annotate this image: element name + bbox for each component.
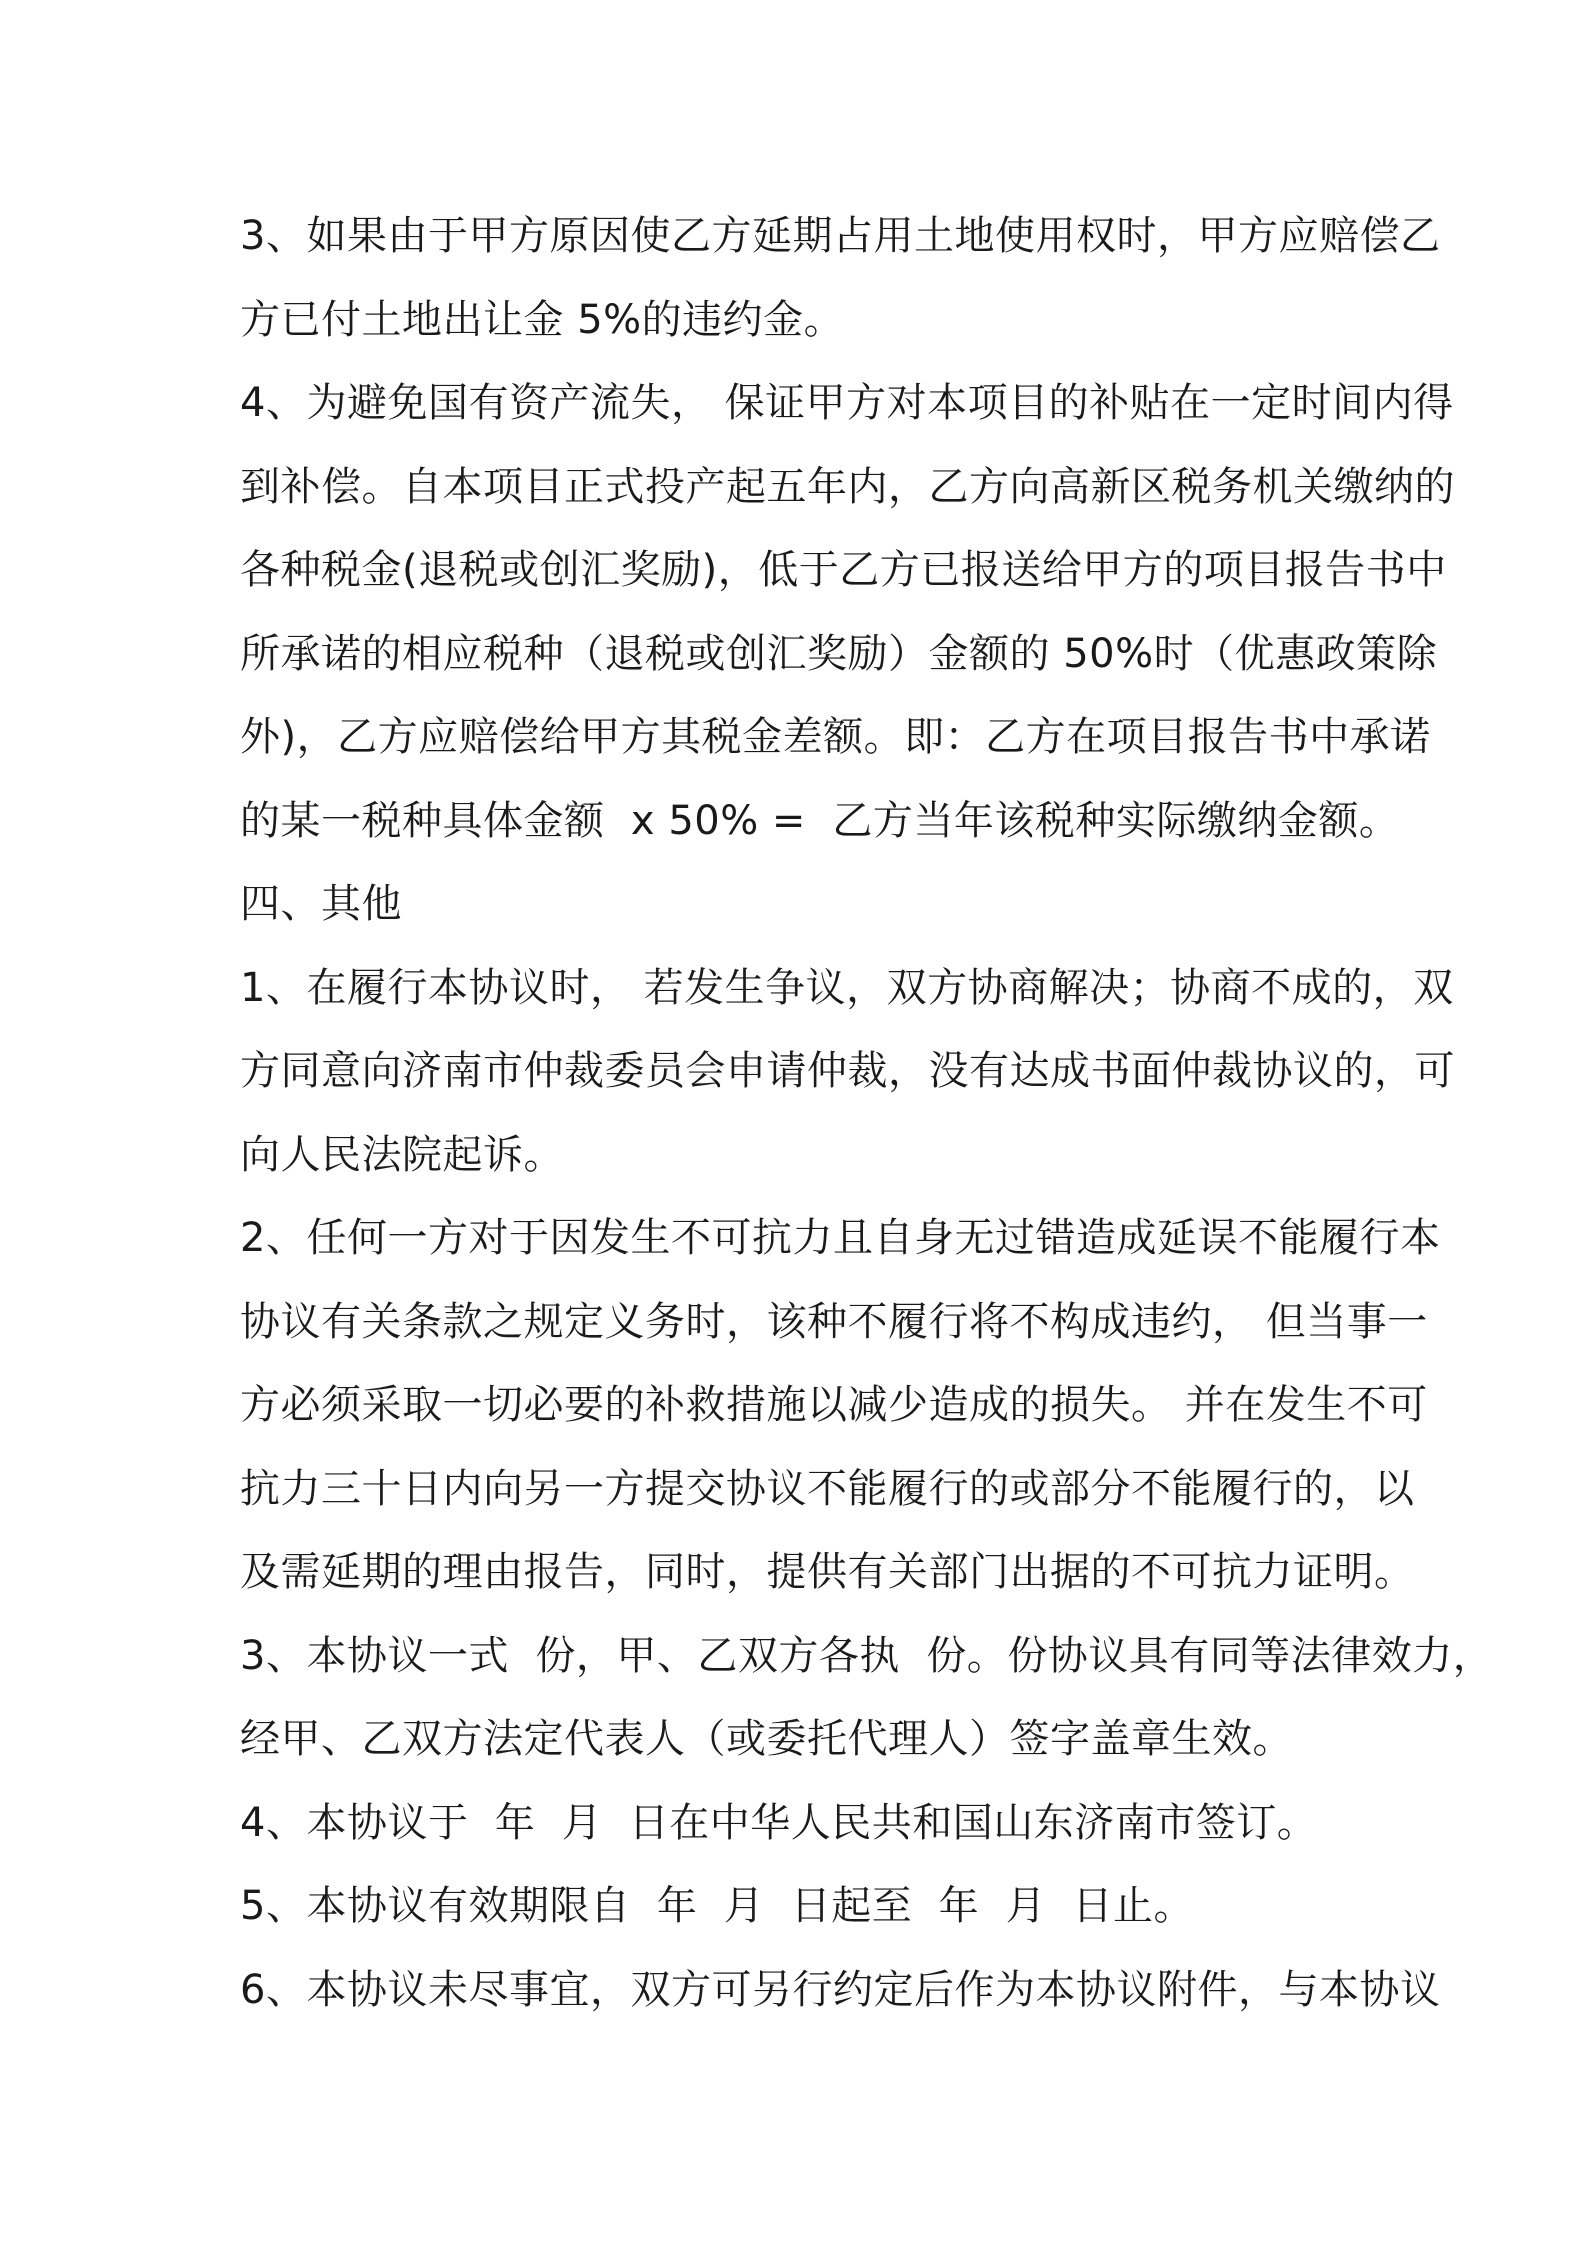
- text-line: 4、为避免国有资产流失， 保证甲方对本项目的补贴在一定时间内得: [240, 380, 1454, 426]
- text-line: 方已付土地出让金 5%的违约金。: [240, 296, 845, 343]
- text-line: 6、本协议未尽事宜，双方可另行约定后作为本协议附件，与本协议: [240, 1966, 1441, 2013]
- text-line: 向人民法院起诉。: [240, 1131, 564, 1178]
- text-line: 到补偿。自本项目正式投产起五年内，乙方向高新区税务机关缴纳的: [240, 463, 1455, 510]
- text-line: 5、本协议有效期限自 年 月 日起至 年 月 日止。: [240, 1883, 1195, 1929]
- text-line: 3、本协议一式 份，甲、乙双方各执 份。份协议具有同等法律效力，: [240, 1632, 1494, 1679]
- text-line: 所承诺的相应税种（退税或创汇奖励）金额的 50%时（优惠政策除: [240, 630, 1438, 677]
- text-line: 方必须采取一切必要的补救措施以减少造成的损失。 并在发生不可: [240, 1382, 1428, 1428]
- text-line: 1、在履行本协议时， 若发生争议，双方协商解决；协商不成的，双: [240, 964, 1454, 1011]
- text-line: 方同意向济南市仲裁委员会申请仲裁，没有达成书面仲裁协议的，可: [240, 1048, 1455, 1094]
- text-line: 3、如果由于甲方原因使乙方延期占用土地使用权时，甲方应赔偿乙: [240, 213, 1441, 259]
- section-heading: 四、其他: [240, 881, 402, 927]
- text-line: 经甲、乙双方法定代表人（或委托代理人）签字盖章生效。: [240, 1716, 1293, 1762]
- text-line: 协议有关条款之规定义务时，该种不履行将不构成违约， 但当事一: [240, 1298, 1428, 1345]
- document-body: [240, 195, 1494, 2032]
- text-line: 的某一税种具体金额 x 50% = 乙方当年该税种实际缴纳金额。: [240, 797, 1400, 844]
- text-line: 各种税金(退税或创汇奖励)，低于乙方已报送给甲方的项目报告书中: [240, 547, 1447, 593]
- text-line: 及需延期的理由报告，同时，提供有关部门出据的不可抗力证明。: [240, 1549, 1415, 1595]
- text-line: 抗力三十日内向另一方提交协议不能履行的或部分不能履行的，以: [240, 1465, 1415, 1512]
- text-line: 2、任何一方对于因发生不可抗力且自身无过错造成延误不能履行本: [240, 1215, 1441, 1261]
- text-line: 4、本协议于 年 月 日在中华人民共和国山东济南市签订。: [240, 1799, 1318, 1846]
- text-line: 外)，乙方应赔偿给甲方其税金差额。即：乙方在项目报告书中承诺: [240, 714, 1431, 760]
